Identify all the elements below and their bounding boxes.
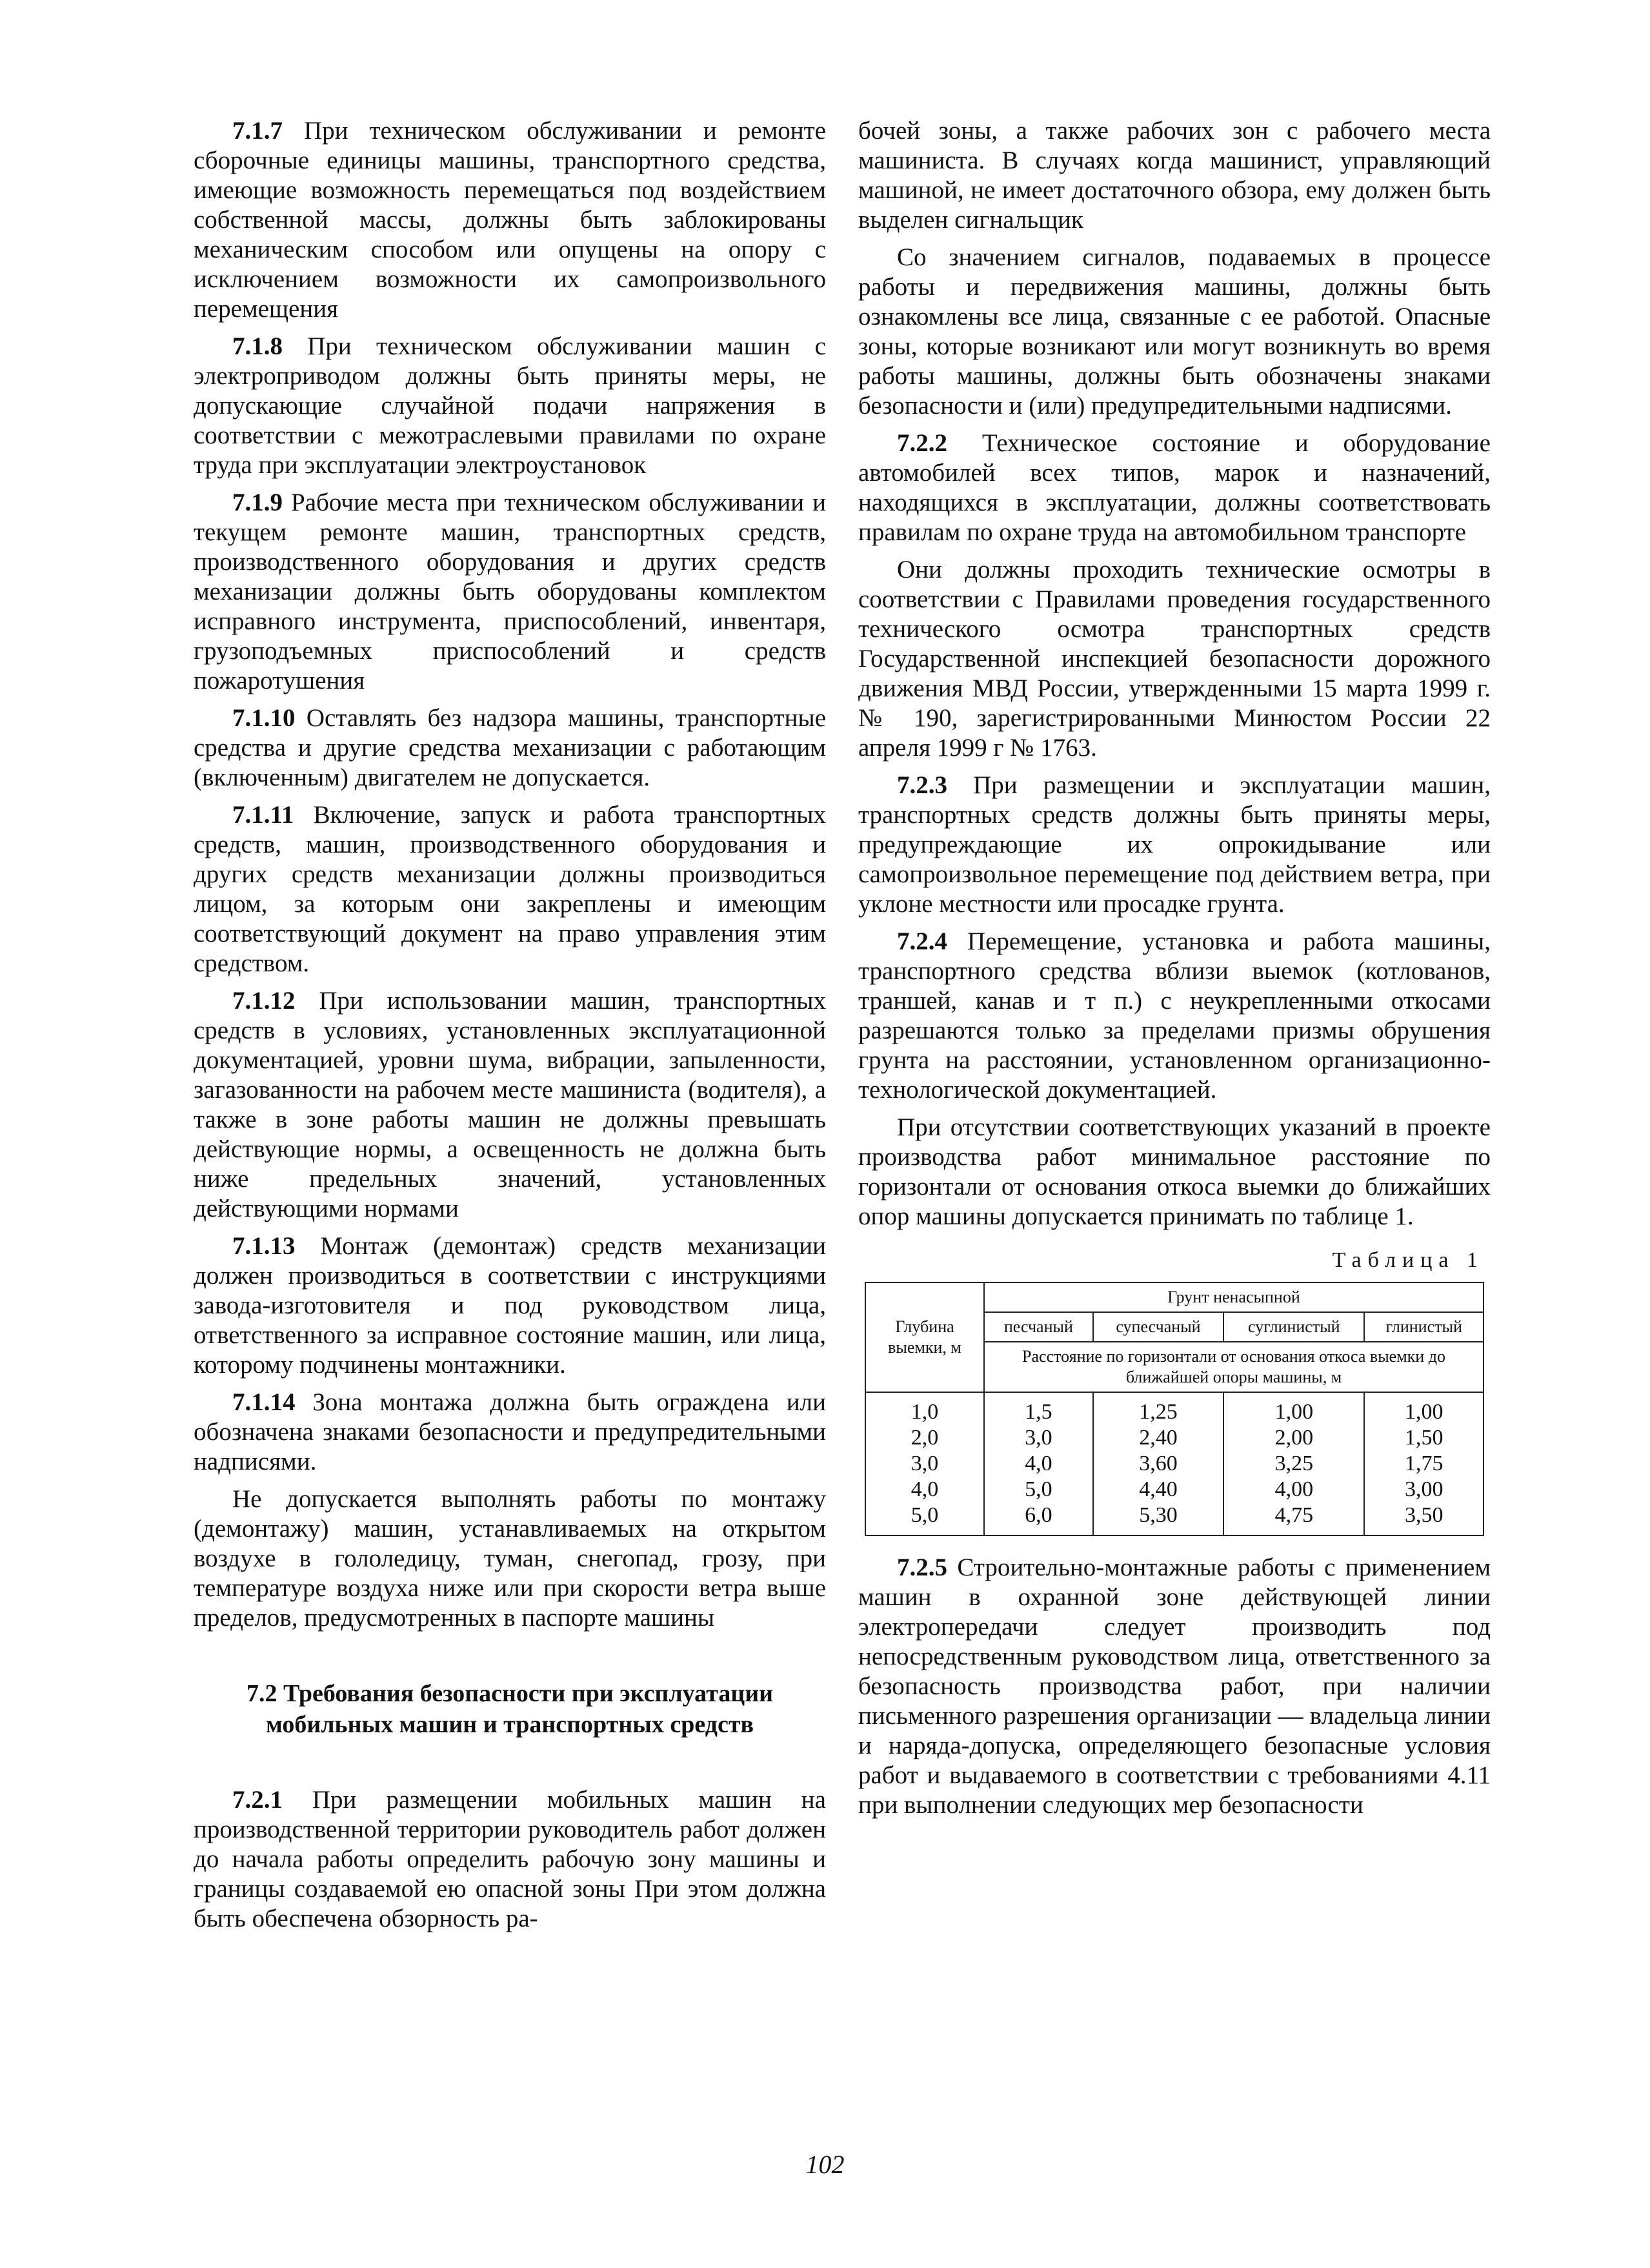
table-header-clay: глинистый <box>1364 1312 1484 1342</box>
table-caption: Таблица 1 <box>1332 1248 1484 1272</box>
paragraph-signals: Со значением сигналов, подаваемых в процессе работы и передвижения машины, должны быть ознакомлены все лица, связанные с ее работой. Опасные зоны, которые возникают или могут возникнуть во время работы машины, должны быть обозначены знаками безопасности и (или) предупредительными надписями. <box>858 243 1491 420</box>
table-header-loam: суглинистый <box>1223 1312 1364 1342</box>
paragraph-7-1-13: 7.1.13 Монтаж (демонтаж) средств механизации должен производиться в соответствии с инструкциями завода-изготовителя и под руководством лица, ответственного за исправное состояние машин, или лица, которому подчинены монтажники. <box>194 1232 826 1379</box>
paragraph-continuation: бочей зоны, а также рабочих зон с рабочего места машиниста. В случаях когда машинист, управляющий машиной, не имеет достаточного обзора, ему должен быть выделен сигнальщик <box>858 117 1491 234</box>
table-header-row <box>865 1282 1484 1312</box>
right-column <box>858 116 1491 1828</box>
paragraph-7-1-11: 7.1.11 Включение, запуск и работа транспортных средств, машин, производственного оборудования и других средств механизации должны производиться лицом, за которым они закреплены и имеющим соответствующий документ на право управления этим средством. <box>194 801 826 977</box>
table-header-sand: песчаный <box>984 1312 1093 1342</box>
table-1 <box>865 1282 1484 1536</box>
table-header-depth: Глубина выемки, м <box>865 1282 984 1392</box>
paragraph-7-2-5: 7.2.5 Строительно-монтажные работы с применением машин в охранной зоне действующей линии электропередачи следует производить под непосредственным руководством лица, ответственного за безопасность производства работ, при наличии письменного разрешения организации — владельца линии и наряда-допуска, определяющего безопасные условия работ и выдаваемого в соответствии с требованиями 4.11 при выполнении следующих мер безопасности <box>858 1554 1491 1819</box>
paragraph-7-1-10: 7.1.10 Оставлять без надзора машины, транспортные средства и другие средства механизации с работающим (включенным) двигателем не допускается. <box>194 704 826 791</box>
table-cell-sandy-loam: 1,25 2,40 3,60 4,40 5,30 <box>1093 1392 1223 1535</box>
table-header-sandy-loam: супесчаный <box>1093 1312 1223 1342</box>
paragraph-7-2-2: 7.2.2 Техническое состояние и оборудование автомобилей всех типов, марок и назначений, находящихся в эксплуатации, должны соответствовать правилам по охране труда на автомобильном транспорте <box>858 429 1491 546</box>
paragraph-table-reference: При отсутствии соответствующих указаний в проекте производства работ минимальное расстояние по горизонтали от основания откоса выемки до ближайших опор машины допускается принимать по таблице 1. <box>858 1113 1491 1230</box>
left-column <box>194 116 826 1941</box>
table-cell-clay: 1,00 1,50 1,75 3,00 3,50 <box>1364 1392 1484 1535</box>
table-header-soil-group: Грунт ненасыпной <box>984 1282 1484 1312</box>
paragraph-7-2-3: 7.2.3 При размещении и эксплуатации машин, транспортных средств должны быть приняты меры, предупреждающие их опрокидывание или самопроизвольное перемещение под действием ветра, при уклоне местности или просадке грунта. <box>858 771 1491 918</box>
paragraph-mounting-restrictions: Не допускается выполнять работы по монтажу (демонтажу) машин, устанавливаемых на открытом воздухе в гололедицу, туман, снегопад, грозу, при температуре воздуха ниже или при скорости ветра выше пределов, предусмотренных в паспорте машины <box>194 1485 826 1632</box>
paragraph-7-1-14: 7.1.14 Зона монтажа должна быть ограждена или обозначена знаками безопасности и предупредительными надписями. <box>194 1388 826 1475</box>
paragraph-7-1-8: 7.1.8 При техническом обслуживании машин с электроприводом должны быть приняты меры, не допускающие случайной подачи напряжения в соответствии с межотраслевыми правилами по охране труда при эксплуатации электроустановок <box>194 332 826 479</box>
page-number: 102 <box>805 2150 845 2179</box>
paragraph-7-1-12: 7.1.12 При использовании машин, транспортных средств в условиях, установленных эксплуатационной документацией, уровни шума, вибрации, запыленности, загазованности на рабочем месте машиниста (водителя), а также в зоне работы машин не должны превышать действующие нормы, а освещенность не должна быть ниже предельных значений, установленных действующими нормами <box>194 987 826 1222</box>
paragraph-inspections: Они должны проходить технические осмотры в соответствии с Правилами проведения государственного технического осмотра транспортных средств Государственной инспекцией безопасности дорожного движения МВД России, утвержденными 15 марта 1999 г. № 190, зарегистрированными Минюстом России 22 апреля 1999 г № 1763. <box>858 556 1491 762</box>
table-cell-depths: 1,0 2,0 3,0 4,0 5,0 <box>865 1392 984 1535</box>
paragraph-7-2-4: 7.2.4 Перемещение, установка и работа машины, транспортного средства вблизи выемок (котлованов, траншей, канав и т п.) с неукрепленными откосами разрешаются только за пределами призмы обрушения грунта на расстоянии, установленном организационно-технологической документацией. <box>858 927 1491 1104</box>
table-cell-sand: 1,5 3,0 4,0 5,0 6,0 <box>984 1392 1093 1535</box>
table-values-row <box>865 1392 1484 1535</box>
section-heading-7-2: 7.2 Требования безопасности при эксплуатации мобильных машин и транспортных средств <box>246 1680 774 1738</box>
table-header-distance: Расстояние по горизонтали от основания откоса выемки до ближайшей опоры машины, м <box>984 1342 1484 1392</box>
paragraph-7-1-9: 7.1.9 Рабочие места при техническом обслуживании и текущем ремонте машин, транспортных средств, производственного оборудования и других средств механизации должны быть оборудованы комплектом исправного инструмента, приспособлений, инвентаря, грузоподъемных приспособлений и средств пожаротушения <box>194 489 826 694</box>
table-cell-loam: 1,00 2,00 3,25 4,00 4,75 <box>1223 1392 1364 1535</box>
paragraph-7-2-1: 7.2.1 При размещении мобильных машин на производственной территории руководитель работ должен до начала работы определить рабочую зону машины и границы создаваемой ею опасной зоны При этом должна быть обеспечена обзорность ра- <box>194 1786 826 1932</box>
paragraph-7-1-7: 7.1.7 При техническом обслуживании и ремонте сборочные единицы машины, транспортного средства, имеющие возможность перемещаться под воздействием собственной массы, должны быть заблокированы механическим способом или опущены на опору с исключением возможности их самопроизвольного перемещения <box>194 117 826 323</box>
